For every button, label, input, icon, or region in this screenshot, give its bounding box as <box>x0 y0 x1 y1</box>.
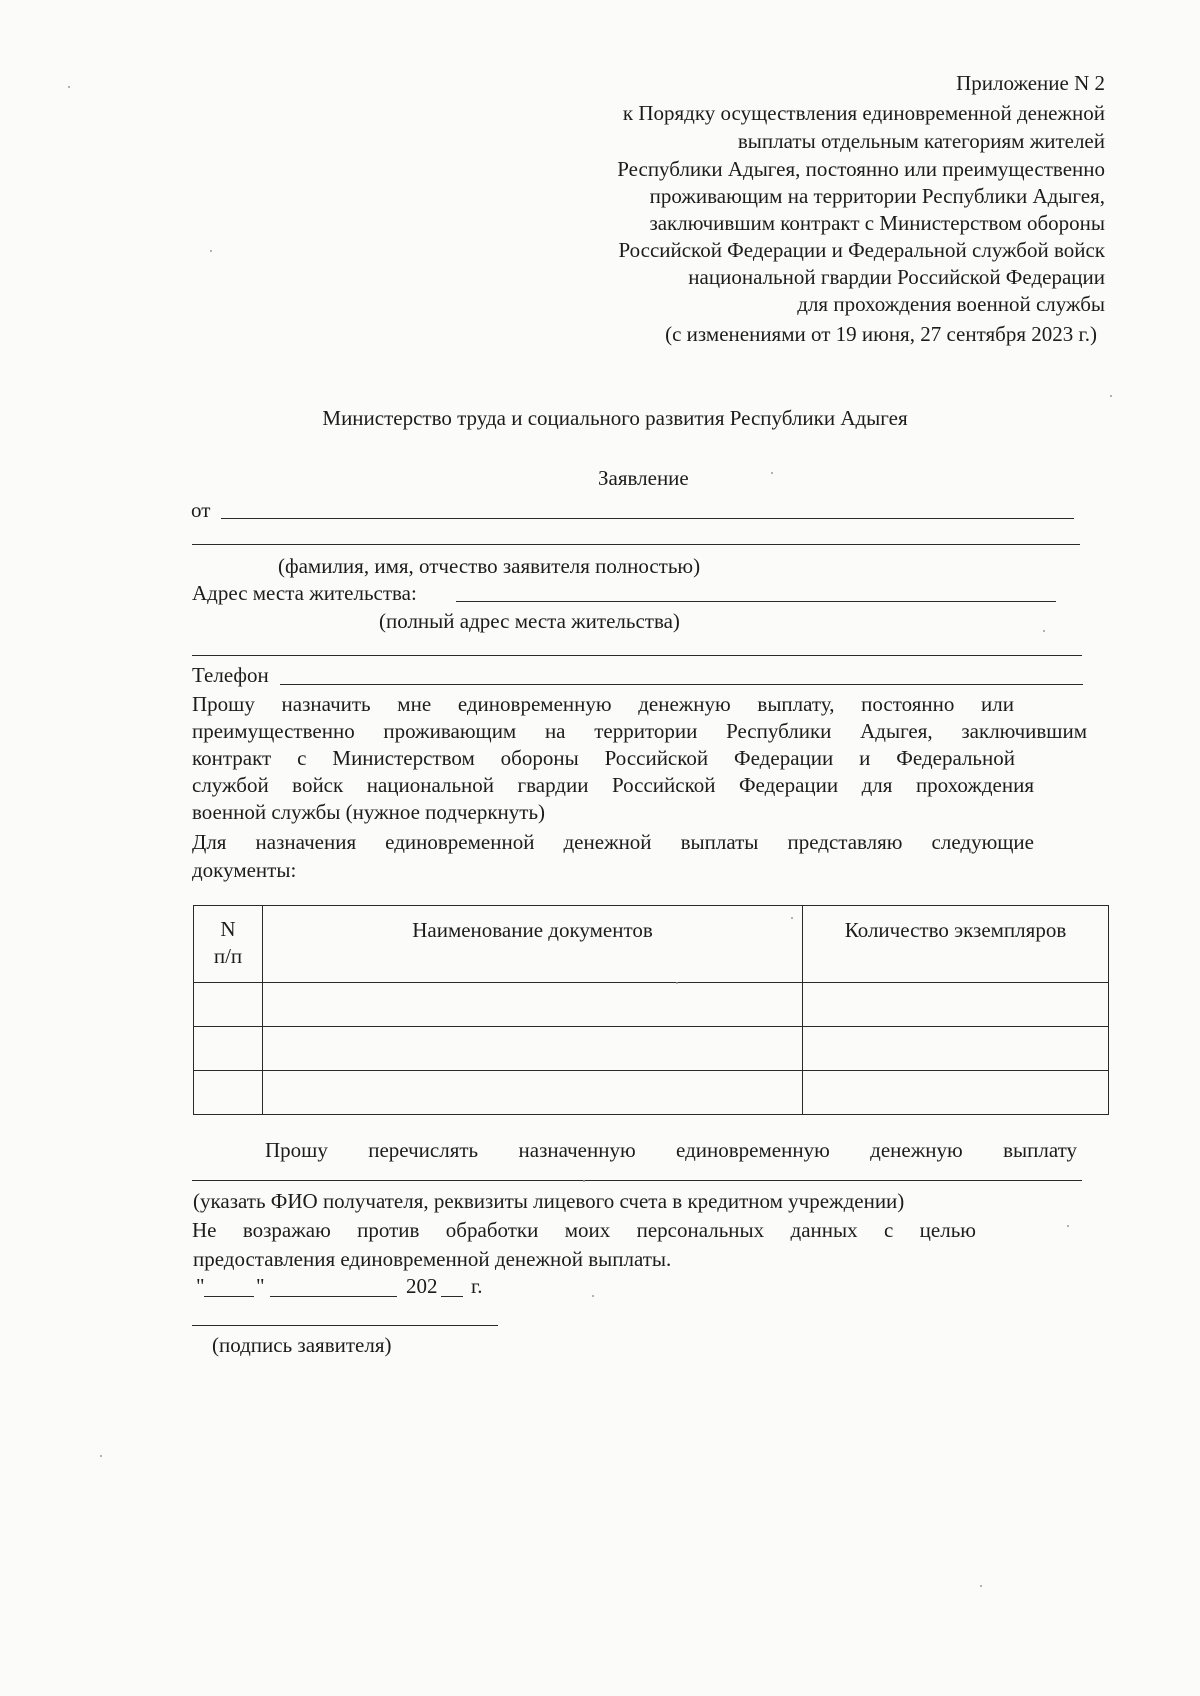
appendix-line: проживающим на территории Республики Адыгея, <box>649 184 1105 208</box>
scan-speck <box>771 472 773 474</box>
applicant-name-field-continued[interactable] <box>192 544 1080 545</box>
from-label: от <box>191 498 211 522</box>
documents-table <box>193 905 1109 1115</box>
appendix-amendments: (с изменениями от 19 июня, 27 сентября 2023 г.) <box>665 322 1097 346</box>
year-field[interactable] <box>441 1296 463 1297</box>
phone-field[interactable] <box>280 684 1083 685</box>
scan-speck <box>210 250 212 252</box>
signature-field[interactable] <box>192 1325 498 1326</box>
appendix-line: Российской Федерации и Федеральной службой войск <box>618 238 1105 262</box>
column-header-number <box>194 906 263 983</box>
addressee: Министерство труда и социального развития Республики Адыгея <box>322 406 908 430</box>
appendix-line: выплаты отдельным категориям жителей <box>737 129 1105 153</box>
document-title: Заявление <box>598 466 689 490</box>
year-prefix: 202 <box>406 1274 438 1298</box>
column-header-copies: Количество экземпляров <box>803 906 1109 983</box>
scan-speck <box>791 917 793 919</box>
month-field[interactable] <box>270 1296 397 1297</box>
scan-speck <box>1110 395 1112 397</box>
copies-cell[interactable] <box>803 1071 1109 1115</box>
address-field[interactable] <box>456 601 1056 602</box>
recipient-details-hint: (указать ФИО получателя, реквизиты лицевого счета в кредитном учреждении) <box>193 1189 905 1213</box>
request-text-line: службой войск национальной гвардии Российской Федерации для прохождения <box>192 773 1034 797</box>
name-hint: (фамилия, имя, отчество заявителя полностью) <box>278 554 701 578</box>
scan-speck <box>592 1295 594 1297</box>
column-header-document-name: Наименование документов <box>263 906 803 983</box>
appendix-line: для прохождения военной службы <box>797 292 1105 316</box>
docs-intro-line: документы: <box>192 858 297 882</box>
consent-text-line: предоставления единовременной денежной выплаты. <box>193 1247 672 1271</box>
scan-speck <box>100 1455 102 1457</box>
request-text-line: преимущественно проживающим на территории Республики Адыгея, заключившим <box>192 719 1087 743</box>
appendix-line: заключившим контракт с Министерством обороны <box>649 211 1105 235</box>
table-row <box>194 983 1109 1027</box>
applicant-name-field[interactable] <box>221 518 1074 519</box>
document-name-cell[interactable] <box>263 983 803 1027</box>
scan-speck <box>676 982 678 984</box>
request-text-line: Прошу назначить мне единовременную денежную выплату, постоянно или <box>192 692 1014 716</box>
scan-speck <box>68 86 70 88</box>
number-header-line1: N <box>220 917 236 941</box>
recipient-details-field[interactable] <box>192 1180 1082 1181</box>
scan-speck <box>1067 1225 1069 1227</box>
number-header-line2: п/п <box>213 944 243 968</box>
table-row <box>194 1071 1109 1115</box>
signature-hint: (подпись заявителя) <box>212 1333 392 1357</box>
year-suffix: г. <box>471 1274 483 1298</box>
scan-speck <box>1043 630 1045 632</box>
appendix-title: Приложение N 2 <box>956 71 1105 95</box>
request-text-line: военной службы (нужное подчеркнуть) <box>192 800 546 824</box>
address-field-continued[interactable] <box>192 655 1082 656</box>
scan-speck <box>583 1180 585 1182</box>
address-hint: (полный адрес места жительства) <box>379 609 680 633</box>
copies-cell[interactable] <box>803 1027 1109 1071</box>
request-text-line: контракт с Министерством обороны Российской Федерации и Федеральной <box>192 746 1015 770</box>
document-name-cell[interactable] <box>263 1071 803 1115</box>
date-quote-open: " <box>196 1274 205 1298</box>
document-name-cell[interactable] <box>263 1027 803 1071</box>
copies-cell[interactable] <box>803 983 1109 1027</box>
phone-label: Телефон <box>192 663 269 687</box>
appendix-line: к Порядку осуществления единовременной денежной <box>622 101 1105 125</box>
address-label: Адрес места жительства: <box>192 581 417 605</box>
transfer-request-text: Прошу перечислять назначенную единовременную денежную выплату <box>265 1138 1077 1162</box>
table-header-row <box>194 906 1109 983</box>
row-number-cell[interactable] <box>194 1027 263 1071</box>
appendix-line: национальной гвардии Российской Федерации <box>688 265 1105 289</box>
consent-text-line: Не возражаю против обработки моих персональных данных с целью <box>192 1218 976 1242</box>
day-field[interactable] <box>204 1296 254 1297</box>
date-quote-close: " <box>256 1274 265 1298</box>
appendix-line: Республики Адыгея, постоянно или преимущественно <box>617 157 1105 181</box>
row-number-cell[interactable] <box>194 1071 263 1115</box>
docs-intro-line: Для назначения единовременной денежной выплаты представляю следующие <box>192 830 1034 854</box>
scan-speck <box>980 1585 982 1587</box>
table-row <box>194 1027 1109 1071</box>
row-number-cell[interactable] <box>194 983 263 1027</box>
